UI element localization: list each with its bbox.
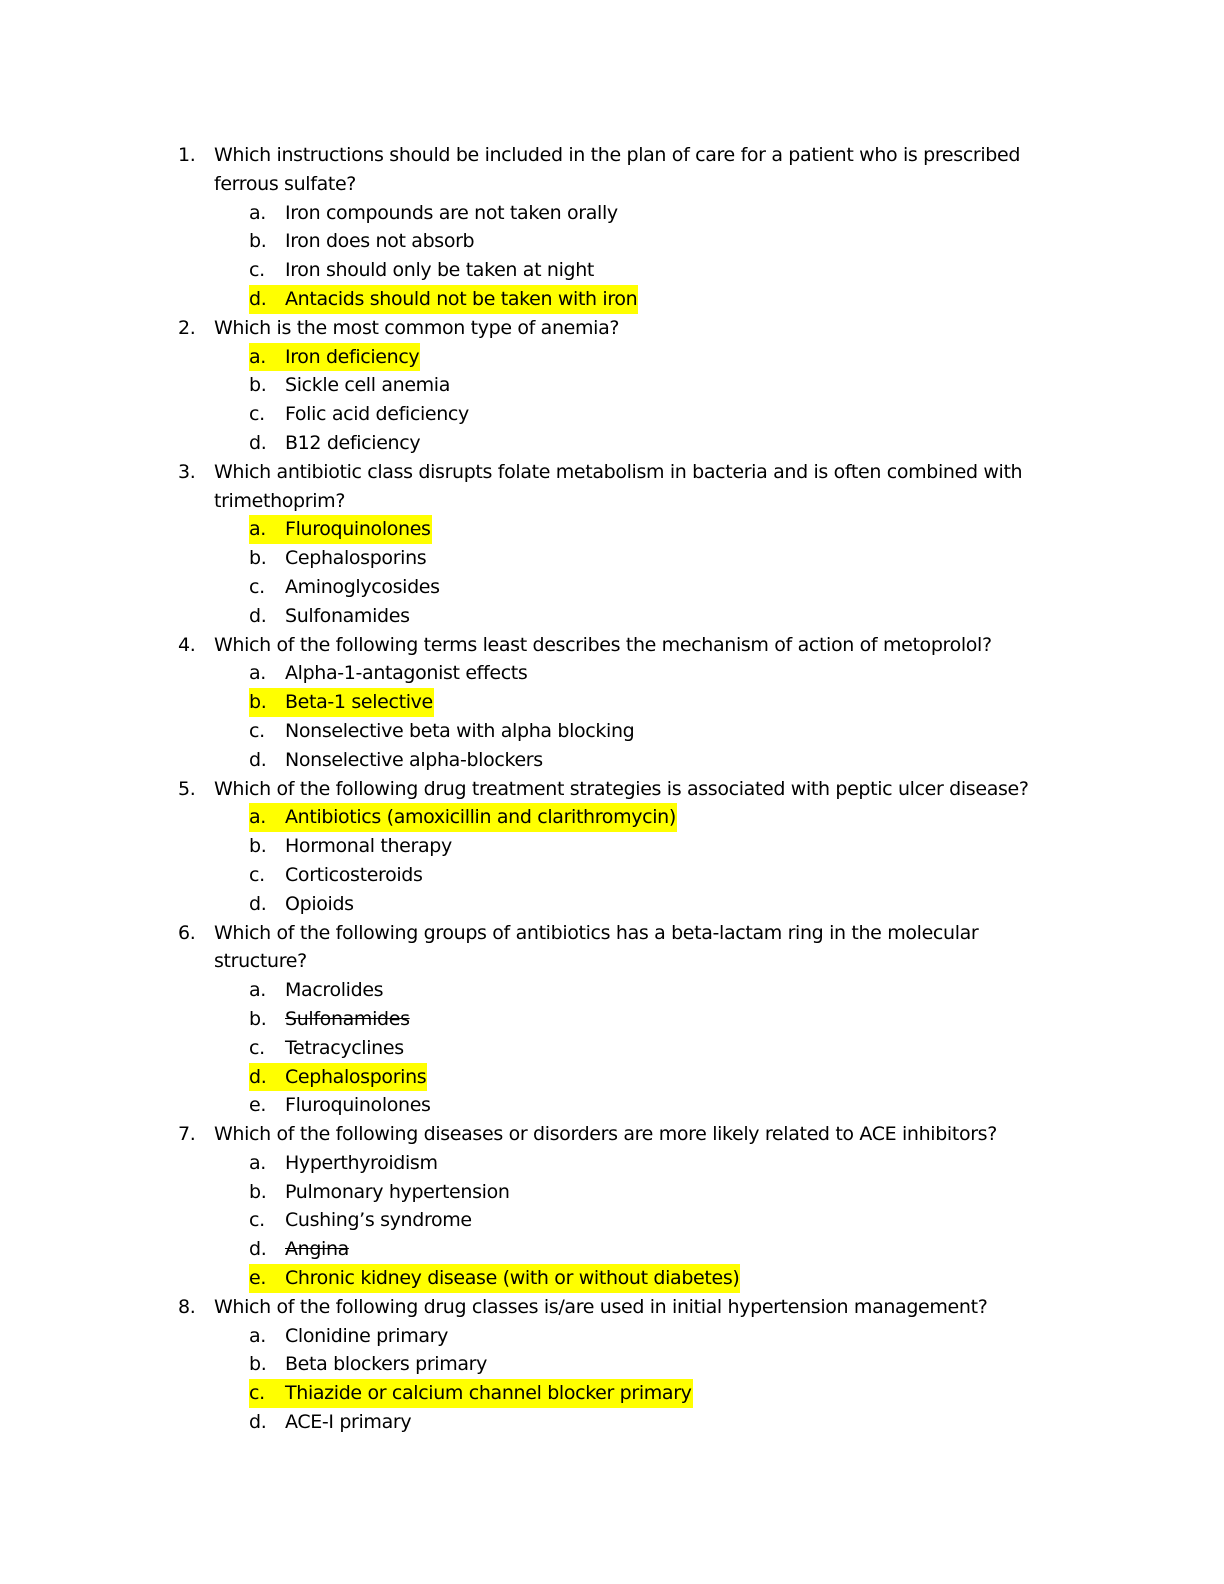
answer-option-highlighted [0, 343, 1224, 372]
option-text: Sulfonamides [285, 1007, 410, 1030]
answer-option [0, 400, 1224, 429]
question-number: 4. [178, 633, 196, 656]
option-letter: b. [249, 547, 267, 570]
question-3 [0, 458, 1224, 631]
option-text: Folic acid deficiency [285, 403, 469, 426]
option-letter: d. [249, 1238, 267, 1261]
question-number: 6. [178, 921, 196, 944]
option-text: Iron deficiency [285, 345, 420, 368]
question-stem [0, 1293, 1064, 1322]
option-line [249, 1379, 693, 1408]
option-letter: b. [249, 1353, 267, 1376]
option-text: Chronic kidney disease (with or without diabetes) [285, 1267, 740, 1290]
option-letter: d. [249, 1411, 267, 1434]
option-letter: c. [249, 259, 265, 282]
option-line [249, 1264, 740, 1293]
option-text: Iron does not absorb [285, 230, 475, 253]
option-text: Sickle cell anemia [285, 374, 451, 397]
answer-option-highlighted [0, 1264, 1224, 1293]
option-line [249, 832, 453, 861]
option-letter: a. [249, 201, 266, 224]
question-stem [0, 314, 1064, 343]
answer-option-highlighted [0, 688, 1224, 717]
option-letter: c. [249, 1036, 265, 1059]
option-line [249, 256, 595, 285]
option-letter: a. [249, 806, 266, 829]
answer-option [0, 429, 1224, 458]
option-letter: c. [249, 863, 265, 886]
question-number: 3. [178, 460, 196, 483]
answer-option [0, 832, 1224, 861]
option-line [249, 1091, 432, 1120]
answer-option [0, 1350, 1224, 1379]
option-text: Hyperthyroidism [285, 1151, 438, 1174]
answer-option [0, 573, 1224, 602]
option-line [249, 1235, 350, 1264]
option-letter: e. [249, 1094, 267, 1117]
option-text: Angina [285, 1238, 349, 1261]
option-letter: e. [249, 1267, 267, 1290]
question-5 [0, 775, 1224, 919]
answer-option [0, 890, 1224, 919]
answer-option [0, 371, 1224, 400]
answer-option [0, 227, 1224, 256]
answer-option-highlighted [0, 285, 1224, 314]
option-line [249, 688, 434, 717]
option-line [249, 429, 421, 458]
option-line [249, 1408, 412, 1437]
answer-option [0, 746, 1224, 775]
option-text: Cephalosporins [285, 547, 427, 570]
option-text: Antibiotics (amoxicillin and clarithromycin) [285, 806, 676, 829]
question-text: Which is the most common type of anemia? [214, 316, 620, 339]
option-letter: d. [249, 1065, 267, 1088]
option-text: Beta-1 selective [285, 691, 433, 714]
option-text: Cephalosporins [285, 1065, 427, 1088]
question-2 [0, 314, 1224, 458]
option-letter: a. [249, 518, 266, 541]
option-letter: d. [249, 604, 267, 627]
question-number: 8. [178, 1295, 196, 1318]
option-letter: a. [249, 1151, 266, 1174]
answer-option [0, 1322, 1224, 1351]
answer-option [0, 602, 1224, 631]
question-text: Which antibiotic class disrupts folate metabolism in bacteria and is often combined with trimethoprim? [214, 460, 1023, 512]
option-letter: c. [249, 403, 265, 426]
option-line [249, 343, 420, 372]
question-stem [0, 631, 1064, 660]
option-line [249, 861, 424, 890]
option-text: B12 deficiency [285, 431, 421, 454]
option-text: Iron should only be taken at night [285, 259, 595, 282]
option-line [249, 890, 355, 919]
option-letter: d. [249, 748, 267, 771]
option-letter: a. [249, 1324, 266, 1347]
option-text: Corticosteroids [285, 863, 423, 886]
option-text: Fluroquinolones [285, 518, 431, 541]
question-number: 1. [178, 144, 196, 166]
option-text: ACE-I primary [285, 1411, 412, 1434]
option-letter: b. [249, 835, 267, 858]
question-text: Which of the following groups of antibiotics has a beta-lactam ring in the molecular structure? [214, 921, 979, 973]
answer-option-highlighted [0, 1063, 1224, 1092]
question-text: Which of the following diseases or disorders are more likely related to ACE inhibitors? [214, 1123, 997, 1146]
option-line [249, 285, 638, 314]
option-text: Sulfonamides [285, 604, 410, 627]
answer-option [0, 659, 1224, 688]
question-stem [0, 775, 1064, 804]
option-letter: d. [249, 892, 267, 915]
option-letter: c. [249, 1209, 265, 1232]
option-letter: d. [249, 287, 267, 310]
option-text: Nonselective beta with alpha blocking [285, 719, 635, 742]
option-text: Pulmonary hypertension [285, 1180, 510, 1203]
option-letter: b. [249, 1007, 267, 1030]
question-4 [0, 631, 1224, 775]
answer-option-struck [0, 1235, 1224, 1264]
question-text: Which of the following terms least describes the mechanism of action of metoprolol? [214, 633, 992, 656]
option-text: Antacids should not be taken with iron [285, 287, 638, 310]
option-line [249, 1350, 488, 1379]
option-line [249, 400, 470, 429]
question-8 [0, 1293, 1224, 1437]
option-line [249, 602, 411, 631]
option-line [249, 199, 619, 228]
option-letter: b. [249, 230, 267, 253]
option-text: Iron compounds are not taken orally [285, 201, 618, 224]
question-number: 2. [178, 316, 196, 339]
option-line [249, 573, 441, 602]
option-text: Aminoglycosides [285, 575, 440, 598]
option-line [249, 1149, 439, 1178]
answer-option [0, 1178, 1224, 1207]
answer-option-highlighted [0, 515, 1224, 544]
answer-option [0, 976, 1224, 1005]
option-letter: a. [249, 662, 266, 685]
option-line [249, 717, 635, 746]
option-letter: a. [249, 345, 266, 368]
answer-option-highlighted [0, 803, 1224, 832]
option-line [249, 659, 528, 688]
option-text: Fluroquinolones [285, 1094, 431, 1117]
option-line [249, 1206, 473, 1235]
answer-option [0, 717, 1224, 746]
option-letter: c. [249, 575, 265, 598]
option-text: Clonidine primary [285, 1324, 449, 1347]
option-text: Macrolides [285, 979, 384, 1002]
option-text: Thiazide or calcium channel blocker primary [285, 1382, 692, 1405]
option-line [249, 227, 475, 256]
answer-option [0, 544, 1224, 573]
option-line [249, 1322, 449, 1351]
question-number: 5. [178, 777, 196, 800]
answer-option-struck [0, 1005, 1224, 1034]
option-text: Tetracyclines [285, 1036, 404, 1059]
question-text: Which instructions should be included in the plan of care for a patient who is prescribed ferrous sulfate? [214, 144, 1021, 195]
answer-option [0, 1408, 1224, 1437]
option-letter: a. [249, 979, 266, 1002]
option-text: Cushing’s syndrome [285, 1209, 472, 1232]
option-line [249, 803, 677, 832]
answer-option [0, 199, 1224, 228]
option-letter: c. [249, 1382, 265, 1405]
answer-option [0, 1149, 1224, 1178]
question-1 [0, 141, 1224, 314]
option-line [249, 544, 427, 573]
option-letter: b. [249, 1180, 267, 1203]
option-line [249, 746, 544, 775]
option-line [249, 515, 432, 544]
answer-option [0, 1206, 1224, 1235]
question-stem [0, 458, 1064, 516]
answer-option [0, 256, 1224, 285]
option-line [249, 976, 384, 1005]
answer-option-highlighted [0, 1379, 1224, 1408]
question-stem [0, 1120, 1064, 1149]
option-letter: d. [249, 431, 267, 454]
option-text: Opioids [285, 892, 354, 915]
option-line [249, 371, 451, 400]
answer-option [0, 861, 1224, 890]
question-text: Which of the following drug treatment strategies is associated with peptic ulcer disease? [214, 777, 1029, 800]
option-text: Nonselective alpha-blockers [285, 748, 543, 771]
option-letter: c. [249, 719, 265, 742]
question-7 [0, 1120, 1224, 1293]
answer-option [0, 1034, 1224, 1063]
option-text: Beta blockers primary [285, 1353, 488, 1376]
question-stem [0, 141, 1064, 199]
option-line [249, 1034, 405, 1063]
option-line [249, 1063, 427, 1092]
option-line [249, 1178, 511, 1207]
question-number: 7. [178, 1123, 196, 1146]
answer-option [0, 1091, 1224, 1120]
option-text: Hormonal therapy [285, 835, 452, 858]
option-text: Alpha-1-antagonist effects [285, 662, 528, 685]
question-stem [0, 919, 1064, 977]
option-letter: b. [249, 374, 267, 397]
option-letter: b. [249, 691, 267, 714]
question-text: Which of the following drug classes is/are used in initial hypertension management? [214, 1295, 988, 1318]
option-line [249, 1005, 411, 1034]
question-6 [0, 919, 1224, 1121]
question-list [0, 141, 1224, 1437]
